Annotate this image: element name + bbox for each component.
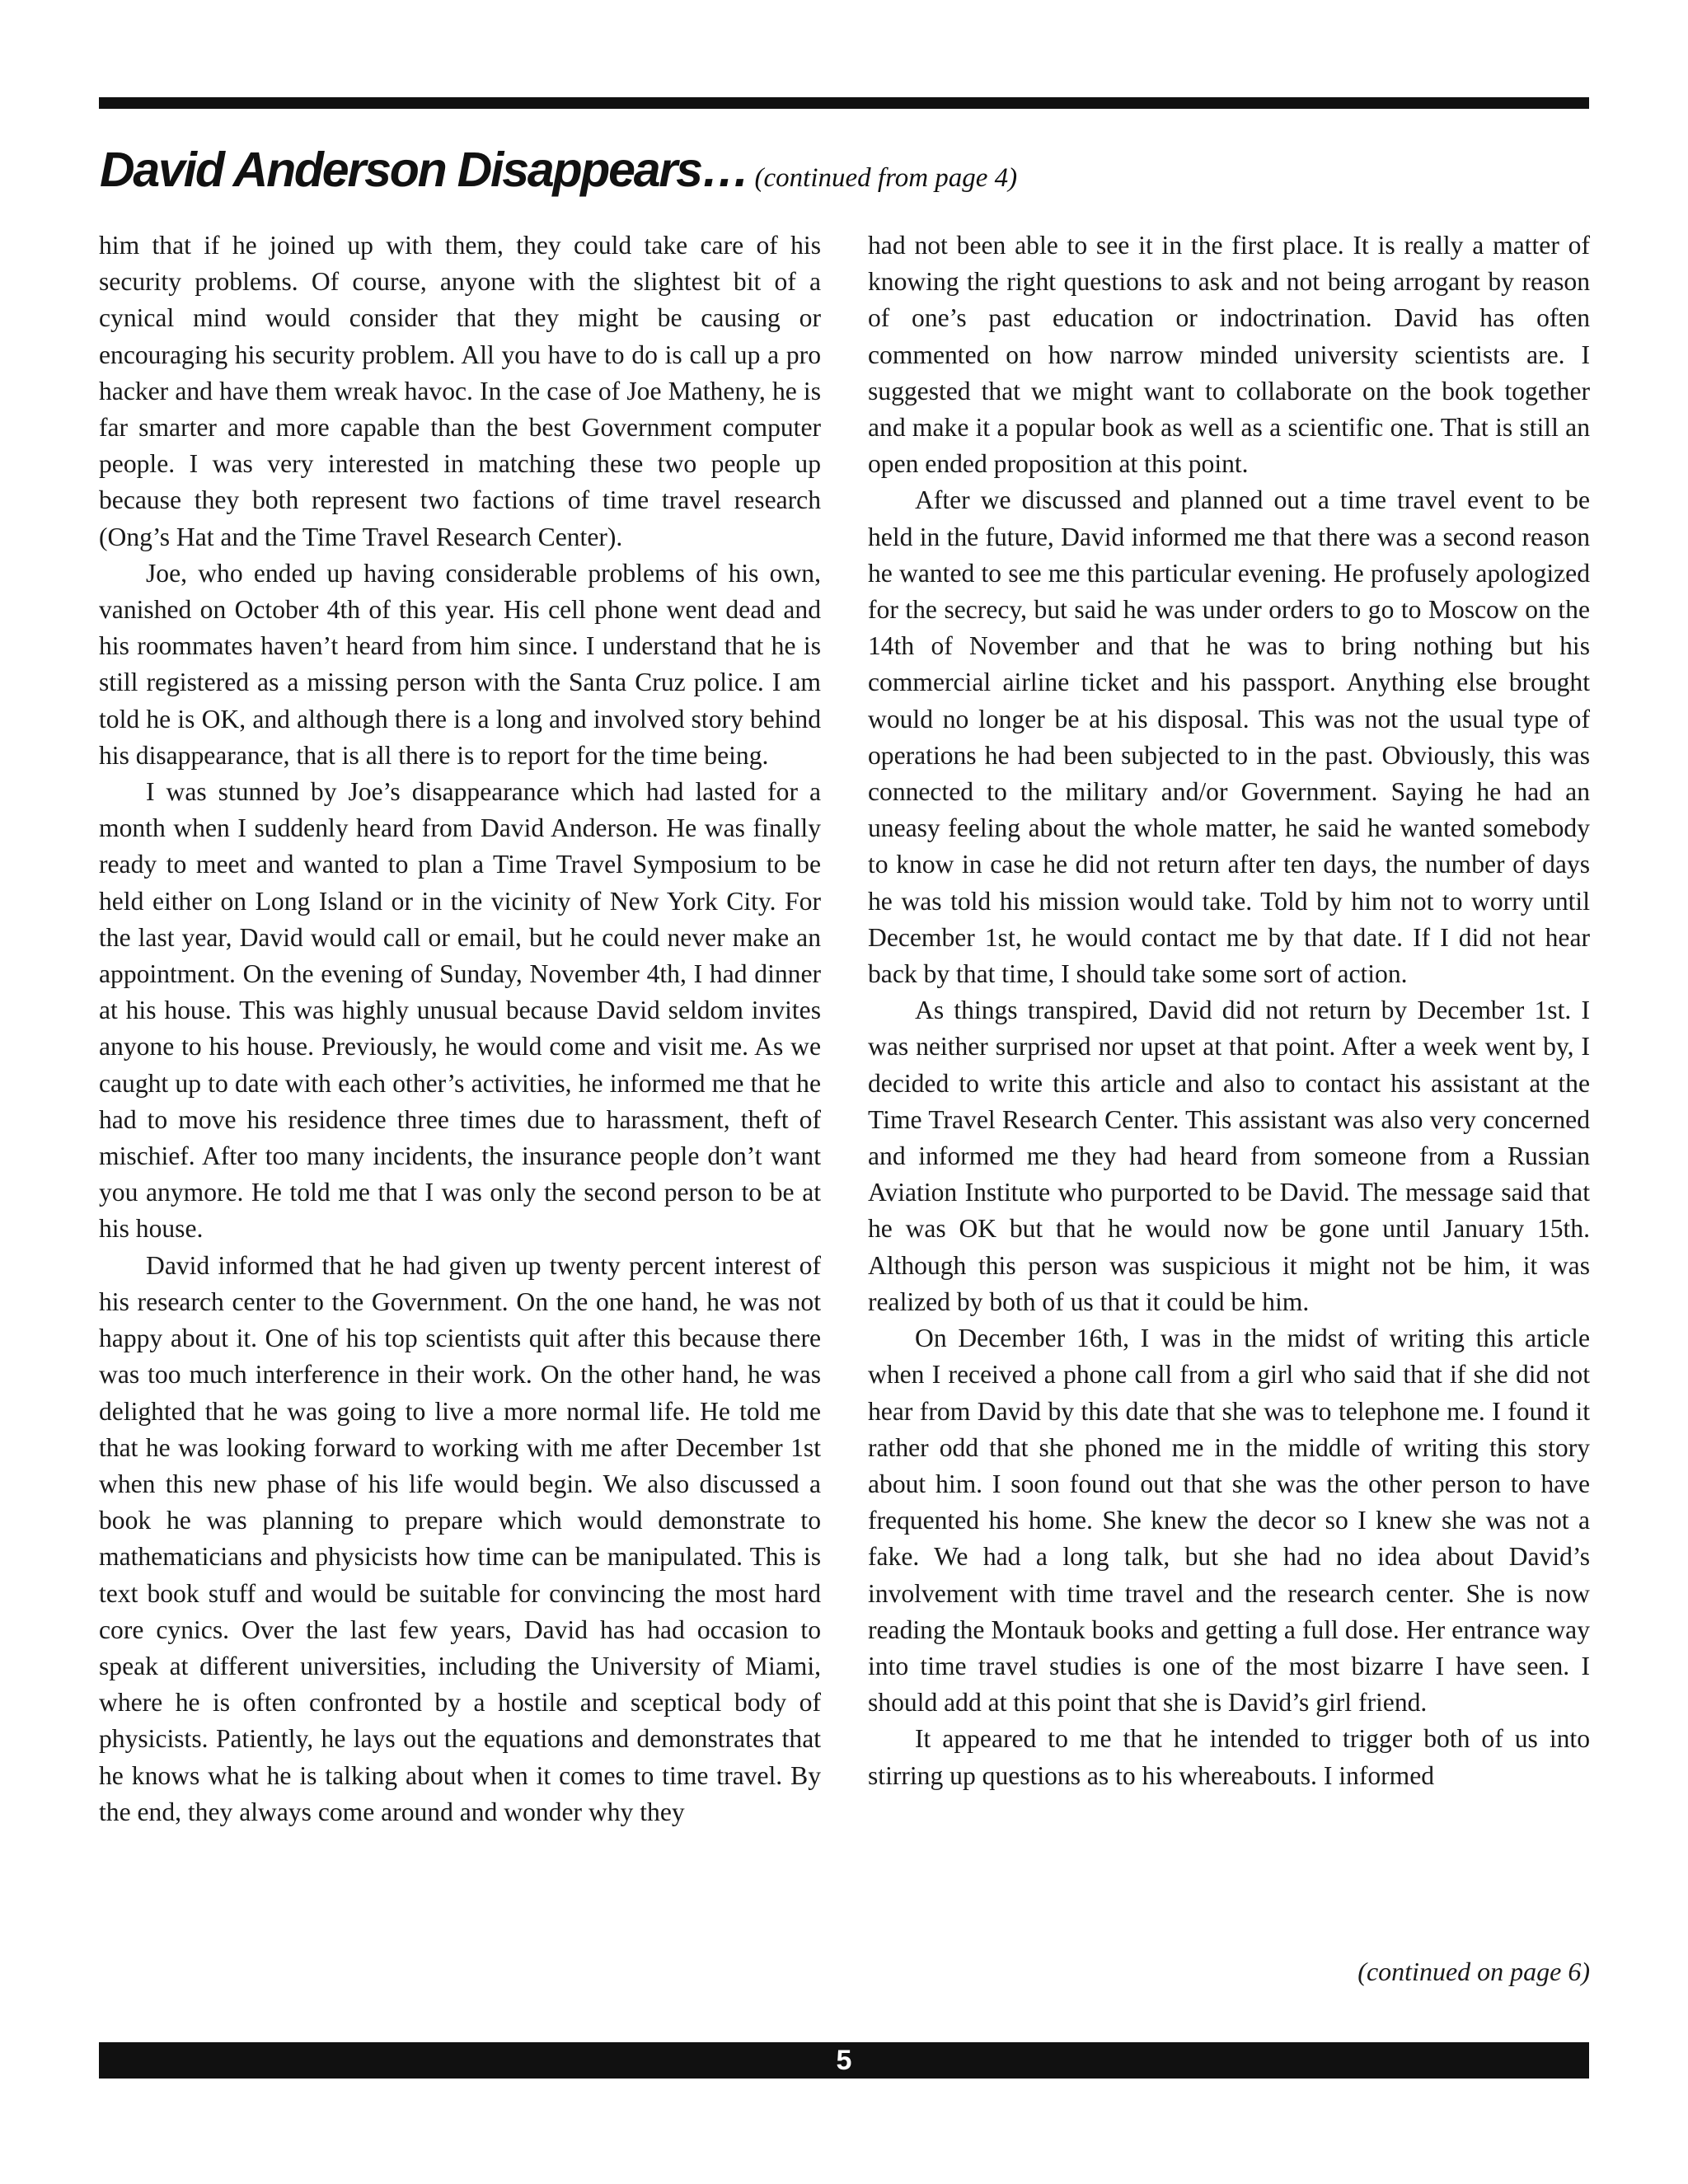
article-header: [100, 142, 1590, 198]
continued-on-note: (continued on page 6): [1357, 1957, 1590, 1986]
paragraph: As things transpired, David did not return by December 1st. I was neither surprised nor upset at that point. After a week went by, I decided to write this article and also to contact his assistant at the Time Travel Research Center. This assistant was also very concerned and informed me they had heard from someone from a Russian Aviation Institute who purported to be David. The message said that he was OK but that he would now be gone until January 15th. Although this person was suspicious it might not be him, it was realized by both of us that it could be him.: [868, 996, 1590, 1316]
continued-from-note: (continued from page 4): [754, 163, 1018, 193]
left-column: [99, 227, 821, 1830]
paragraph: had not been able to see it in the first place. It is really a matter of knowing the right questions to ask and not being arrogant by reason of one’s past education or indoctrination. David has often commented on how narrow minded university scientists are. I suggested that we might want to collaborate on the book together and make it a popular book as well as a scientific one. That is still an open ended proposition at this point.: [868, 231, 1590, 479]
footer-bar: [99, 2042, 1589, 2079]
paragraph: him that if he joined up with them, they could take care of his security problems. Of course, anyone with the slightest bit of a cynical mind would consider that they might be causing or encouraging his security problem. All you have to do is call up a pro hacker and have them wreak havoc. In the case of Joe Matheny, he is far smarter and more capable than the best Government computer people. I was very interested in matching these two people up because they both represent two factions of time travel research (Ong’s Hat and the Time Travel Research Center).: [99, 231, 821, 551]
paragraph: After we discussed and planned out a time travel event to be held in the future, David informed me that there was a second reason he wanted to see me this particular evening. He profusely apologized for the secrecy, but said he was under orders to go to Moscow on the 14th of November and that he was to bring nothing but his commercial airline ticket and his passport. Anything else brought would no longer be at his disposal. This was not the usual type of operations he had been subjected to in the past. Obviously, this was connected to the military and/or Government. Saying he had an uneasy feeling about the whole matter, he said he wanted somebody to know in case he did not return after ten days, the number of days he was told his mission would take. Told by him not to worry until December 1st, he would contact me by that date. If I did not hear back by that time, I should take some sort of action.: [868, 485, 1590, 989]
article-title: David Anderson Disappears…: [100, 143, 748, 197]
paragraph: It appeared to me that he intended to trigger both of us into stirring up questions as to his whereabouts. I informed: [868, 1724, 1590, 1790]
top-rule: [99, 97, 1589, 109]
page-number: 5: [836, 2044, 852, 2076]
paragraph: On December 16th, I was in the midst of writing this article when I received a phone call from a girl who said that if she did not hear from David by this date that she was to telephone me. I found it rather odd that she phoned me in the middle of writing this story about him. I soon found out that she was the other person to have frequented his home. She knew the decor so I knew she was not a fake. We had a long talk, but she had no idea about David’s involvement with time travel and the research center. She is now reading the Montauk books and getting a full dose. Her entrance way into time travel studies is one of the most bizarre I have seen. I should add at this point that she is David’s girl friend.: [868, 1324, 1590, 1718]
paragraph: I was stunned by Joe’s disappearance which had lasted for a month when I suddenly heard from David Anderson. He was finally ready to meet and wanted to plan a Time Travel Symposium to be held either on Long Island or in the vicinity of New York City. For the last year, David would call or email, but he could never make an appointment. On the evening of Sunday, November 4th, I had dinner at his house. This was highly unusual because David seldom invites anyone to his house. Previously, he would come and visit me. As we caught up to date with each other’s activities, he informed me that he had to move his residence three times due to harassment, theft of mischief. After too many incidents, the insurance people don’t want you anymore. He told me that I was only the second person to be at his house.: [99, 777, 821, 1244]
right-column: [868, 227, 1590, 1794]
paragraph: David informed that he had given up twenty percent interest of his research center to the Government. On the one hand, he was not happy about it. One of his top scientists quit after this because there was too much interference in their work. On the other hand, he was delighted that he was going to live a more normal life. He told me that he was looking forward to working with me after December 1st when this new phase of his life would begin. We also discussed a book he was planning to prepare which would demonstrate to mathematicians and physicists how time can be manipulated. This is text book stuff and would be suitable for convincing the most hard core cynics. Over the last few years, David has had occasion to speak at different universities, including the University of Miami, where he is often confronted by a hostile and sceptical body of physicists. Patiently, he lays out the equations and demonstrates that he knows what he is talking about when it comes to time travel. By the end, they always come around and wonder why they: [99, 1250, 821, 1826]
paragraph: Joe, who ended up having considerable problems of his own, vanished on October 4th of this year. His cell phone went dead and his roommates haven’t heard from him since. I understand that he is still registered as a missing person with the Santa Cruz police. I am told he is OK, and although there is a long and involved story behind his disappearance, that is all there is to report for the time being.: [99, 558, 821, 770]
